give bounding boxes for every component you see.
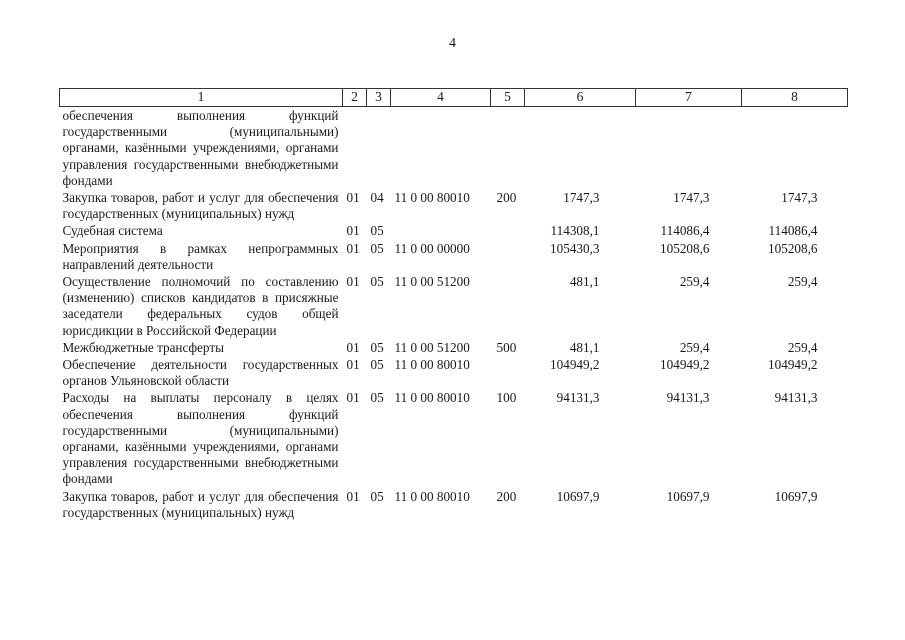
row-target-article: 11 0 00 80010 [394, 488, 470, 504]
row-amount-1: 104949,2 [550, 357, 600, 373]
row-amount-2: 105208,6 [660, 240, 710, 256]
table-row [60, 389, 848, 487]
row-section [343, 107, 367, 190]
row-amount-3: 105208,6 [768, 240, 818, 256]
row-section: 01 [346, 190, 360, 206]
row-amount-3: 104949,2 [768, 357, 818, 373]
page-number: 4 [449, 36, 456, 51]
row-expense-type [491, 273, 525, 339]
row-target-article: 11 0 00 80010 [394, 190, 470, 206]
row-subsection: 05 [370, 240, 384, 256]
row-target-article: 11 0 00 80010 [394, 357, 470, 373]
row-subsection: 05 [370, 339, 384, 355]
table-row [60, 240, 848, 273]
row-amount-1: 1747,3 [563, 190, 600, 206]
row-name: Межбюджетные трансферты [62, 339, 224, 355]
row-amount-2: 10697,9 [666, 488, 710, 504]
row-name: Обеспечение деятельности государственных органов Ульяновской области [62, 357, 339, 389]
row-amount-2 [636, 107, 742, 190]
row-name: Мероприятия в рамках непрограммных направлений деятельности [62, 240, 339, 272]
row-expense-type: 200 [496, 488, 517, 504]
row-subsection [367, 107, 391, 190]
row-amount-2: 104949,2 [660, 357, 710, 373]
row-amount-3: 10697,9 [774, 488, 818, 504]
table-body [60, 107, 848, 522]
row-amount-2: 259,4 [679, 339, 710, 355]
row-amount-1: 481,1 [569, 339, 600, 355]
table-row [60, 189, 848, 222]
row-name: Расходы на выплаты персоналу в целях обеспечения выполнения функций государственными (муниципальными) органами, казёнными учреждениями, органами управления государственными внебюджетными фондами [62, 390, 339, 487]
row-name: Осуществление полномочий по составлению (изменению) списков кандидатов в присяжные заседатели федеральных судов общей юрисдикции в Российской Федерации [62, 274, 339, 338]
row-target-article: 11 0 00 51200 [394, 274, 470, 290]
row-subsection: 04 [370, 190, 384, 206]
table-row [60, 107, 848, 190]
row-name: Закупка товаров, работ и услуг для обеспечения государственных (муниципальных) нужд [62, 488, 339, 520]
row-amount-3: 1747,3 [781, 190, 818, 206]
row-section: 01 [346, 274, 360, 290]
row-subsection: 05 [370, 274, 384, 290]
row-name: Закупка товаров, работ и услуг для обеспечения государственных (муниципальных) нужд [62, 190, 339, 222]
header-col-2: 2 [343, 89, 367, 107]
row-expense-type [491, 107, 525, 190]
header-col-7: 7 [636, 89, 742, 107]
row-target-article: 11 0 00 80010 [394, 390, 470, 406]
row-subsection: 05 [370, 223, 384, 239]
budget-table [59, 88, 848, 521]
row-amount-3: 114086,4 [768, 223, 818, 239]
row-section: 01 [346, 339, 360, 355]
header-col-3: 3 [367, 89, 391, 107]
row-amount-1: 10697,9 [556, 488, 600, 504]
row-amount-2: 94131,3 [666, 390, 710, 406]
row-amount-2: 114086,4 [660, 223, 710, 239]
row-section: 01 [346, 390, 360, 406]
row-expense-type: 200 [496, 190, 517, 206]
row-target-article [391, 107, 491, 190]
row-amount-1: 105430,3 [550, 240, 600, 256]
header-row [60, 89, 848, 107]
table-row [60, 488, 848, 521]
row-amount-3 [742, 107, 848, 190]
row-subsection: 05 [370, 390, 384, 406]
header-col-8: 8 [742, 89, 848, 107]
header-col-4: 4 [391, 89, 491, 107]
header-col-1: 1 [60, 89, 343, 107]
row-amount-1: 114308,1 [550, 223, 600, 239]
table-row [60, 339, 848, 356]
row-amount-2: 259,4 [679, 274, 710, 290]
row-expense-type [491, 356, 525, 389]
row-subsection: 05 [370, 488, 384, 504]
row-section: 01 [346, 488, 360, 504]
row-expense-type: 500 [496, 339, 517, 355]
table-row [60, 356, 848, 389]
row-expense-type [491, 222, 525, 239]
row-expense-type [491, 240, 525, 273]
row-amount-3: 94131,3 [774, 390, 818, 406]
row-expense-type: 100 [496, 390, 517, 406]
row-name: обеспечения выполнения функций государственными (муниципальными) органами, казёнными учреждениями, органами управления государственными внебюджетными фондами [62, 108, 339, 188]
row-amount-3: 259,4 [787, 274, 818, 290]
table-row [60, 222, 848, 239]
table-row [60, 273, 848, 339]
row-section: 01 [346, 240, 360, 256]
header-col-6: 6 [525, 89, 636, 107]
row-target-article [391, 222, 491, 239]
row-subsection: 05 [370, 357, 384, 373]
row-amount-1: 94131,3 [556, 390, 600, 406]
header-col-5: 5 [491, 89, 525, 107]
row-amount-1 [525, 107, 636, 190]
row-target-article: 11 0 00 00000 [394, 240, 470, 256]
row-amount-3: 259,4 [787, 339, 818, 355]
row-amount-1: 481,1 [569, 274, 600, 290]
row-amount-2: 1747,3 [673, 190, 710, 206]
row-section: 01 [346, 357, 360, 373]
row-target-article: 11 0 00 51200 [394, 339, 470, 355]
row-name: Судебная система [62, 223, 163, 239]
row-section: 01 [346, 223, 360, 239]
